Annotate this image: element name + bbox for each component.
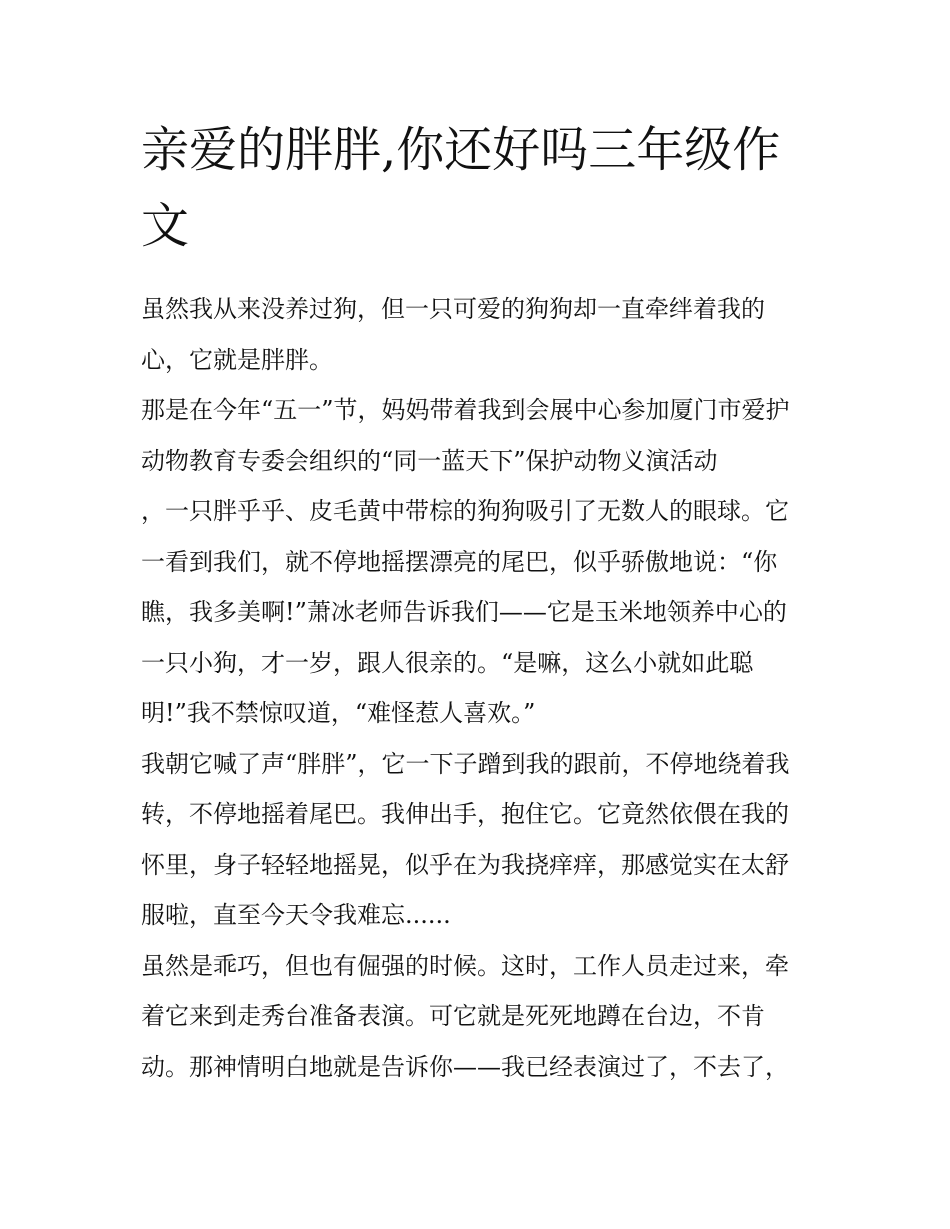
body-line: 一看到我们，就不停地摇摆漂亮的尾巴，似乎骄傲地说：“你 bbox=[141, 547, 778, 576]
body-line: 那是在今年“五一”节，妈妈带着我到会展中心参加厦门市爱护 bbox=[141, 396, 790, 424]
body-line: 虽然是乖巧，但也有倔强的时候。这时，工作人员走过来，牵 bbox=[141, 951, 789, 980]
document-page bbox=[141, 112, 813, 1092]
title-line: 文 bbox=[141, 198, 190, 254]
body-line: 明!”我不禁惊叹道，“难怪惹人喜欢。” bbox=[141, 699, 536, 727]
title-line: 亲爱的胖胖,你还好吗三年级作 bbox=[141, 122, 781, 178]
body-line: 虽然我从来没养过狗，但一只可爱的狗狗却一直牵绊着我的 bbox=[141, 295, 765, 323]
body-line: 我朝它喊了声“胖胖”，它一下子蹭到我的跟前，不停地绕着我 bbox=[141, 749, 790, 778]
document-title bbox=[141, 112, 813, 264]
body-line: 转，不停地摇着尾巴。我伸出手，抱住它。它竟然依偎在我的 bbox=[141, 800, 789, 828]
body-line: 着它来到走秀台准备表演。可它就是死死地蹲在台边，不肯 bbox=[141, 1002, 765, 1030]
body-line: 服啦，直至今天令我难忘...... bbox=[141, 901, 451, 929]
body-line: 瞧，我多美啊!”萧冰老师告诉我们——它是玉米地领养中心的 bbox=[141, 598, 787, 626]
body-line: 动物教育专委会组织的“同一蓝天下”保护动物义演活动 bbox=[141, 446, 718, 475]
body-line: 动。那神情明白地就是告诉你——我已经表演过了，不去了， bbox=[141, 1052, 789, 1081]
body-line: 怀里，身子轻轻地摇晃，似乎在为我挠痒痒，那感觉实在太舒 bbox=[141, 850, 789, 879]
body-line: 一只小狗，才一岁，跟人很亲的。“是嘛，这么小就如此聪 bbox=[141, 648, 754, 677]
document-body bbox=[141, 284, 813, 1092]
body-line: ，一只胖乎乎、皮毛黄中带棕的狗狗吸引了无数人的眼球。它 bbox=[141, 497, 789, 525]
body-line: 心，它就是胖胖。 bbox=[141, 345, 333, 374]
